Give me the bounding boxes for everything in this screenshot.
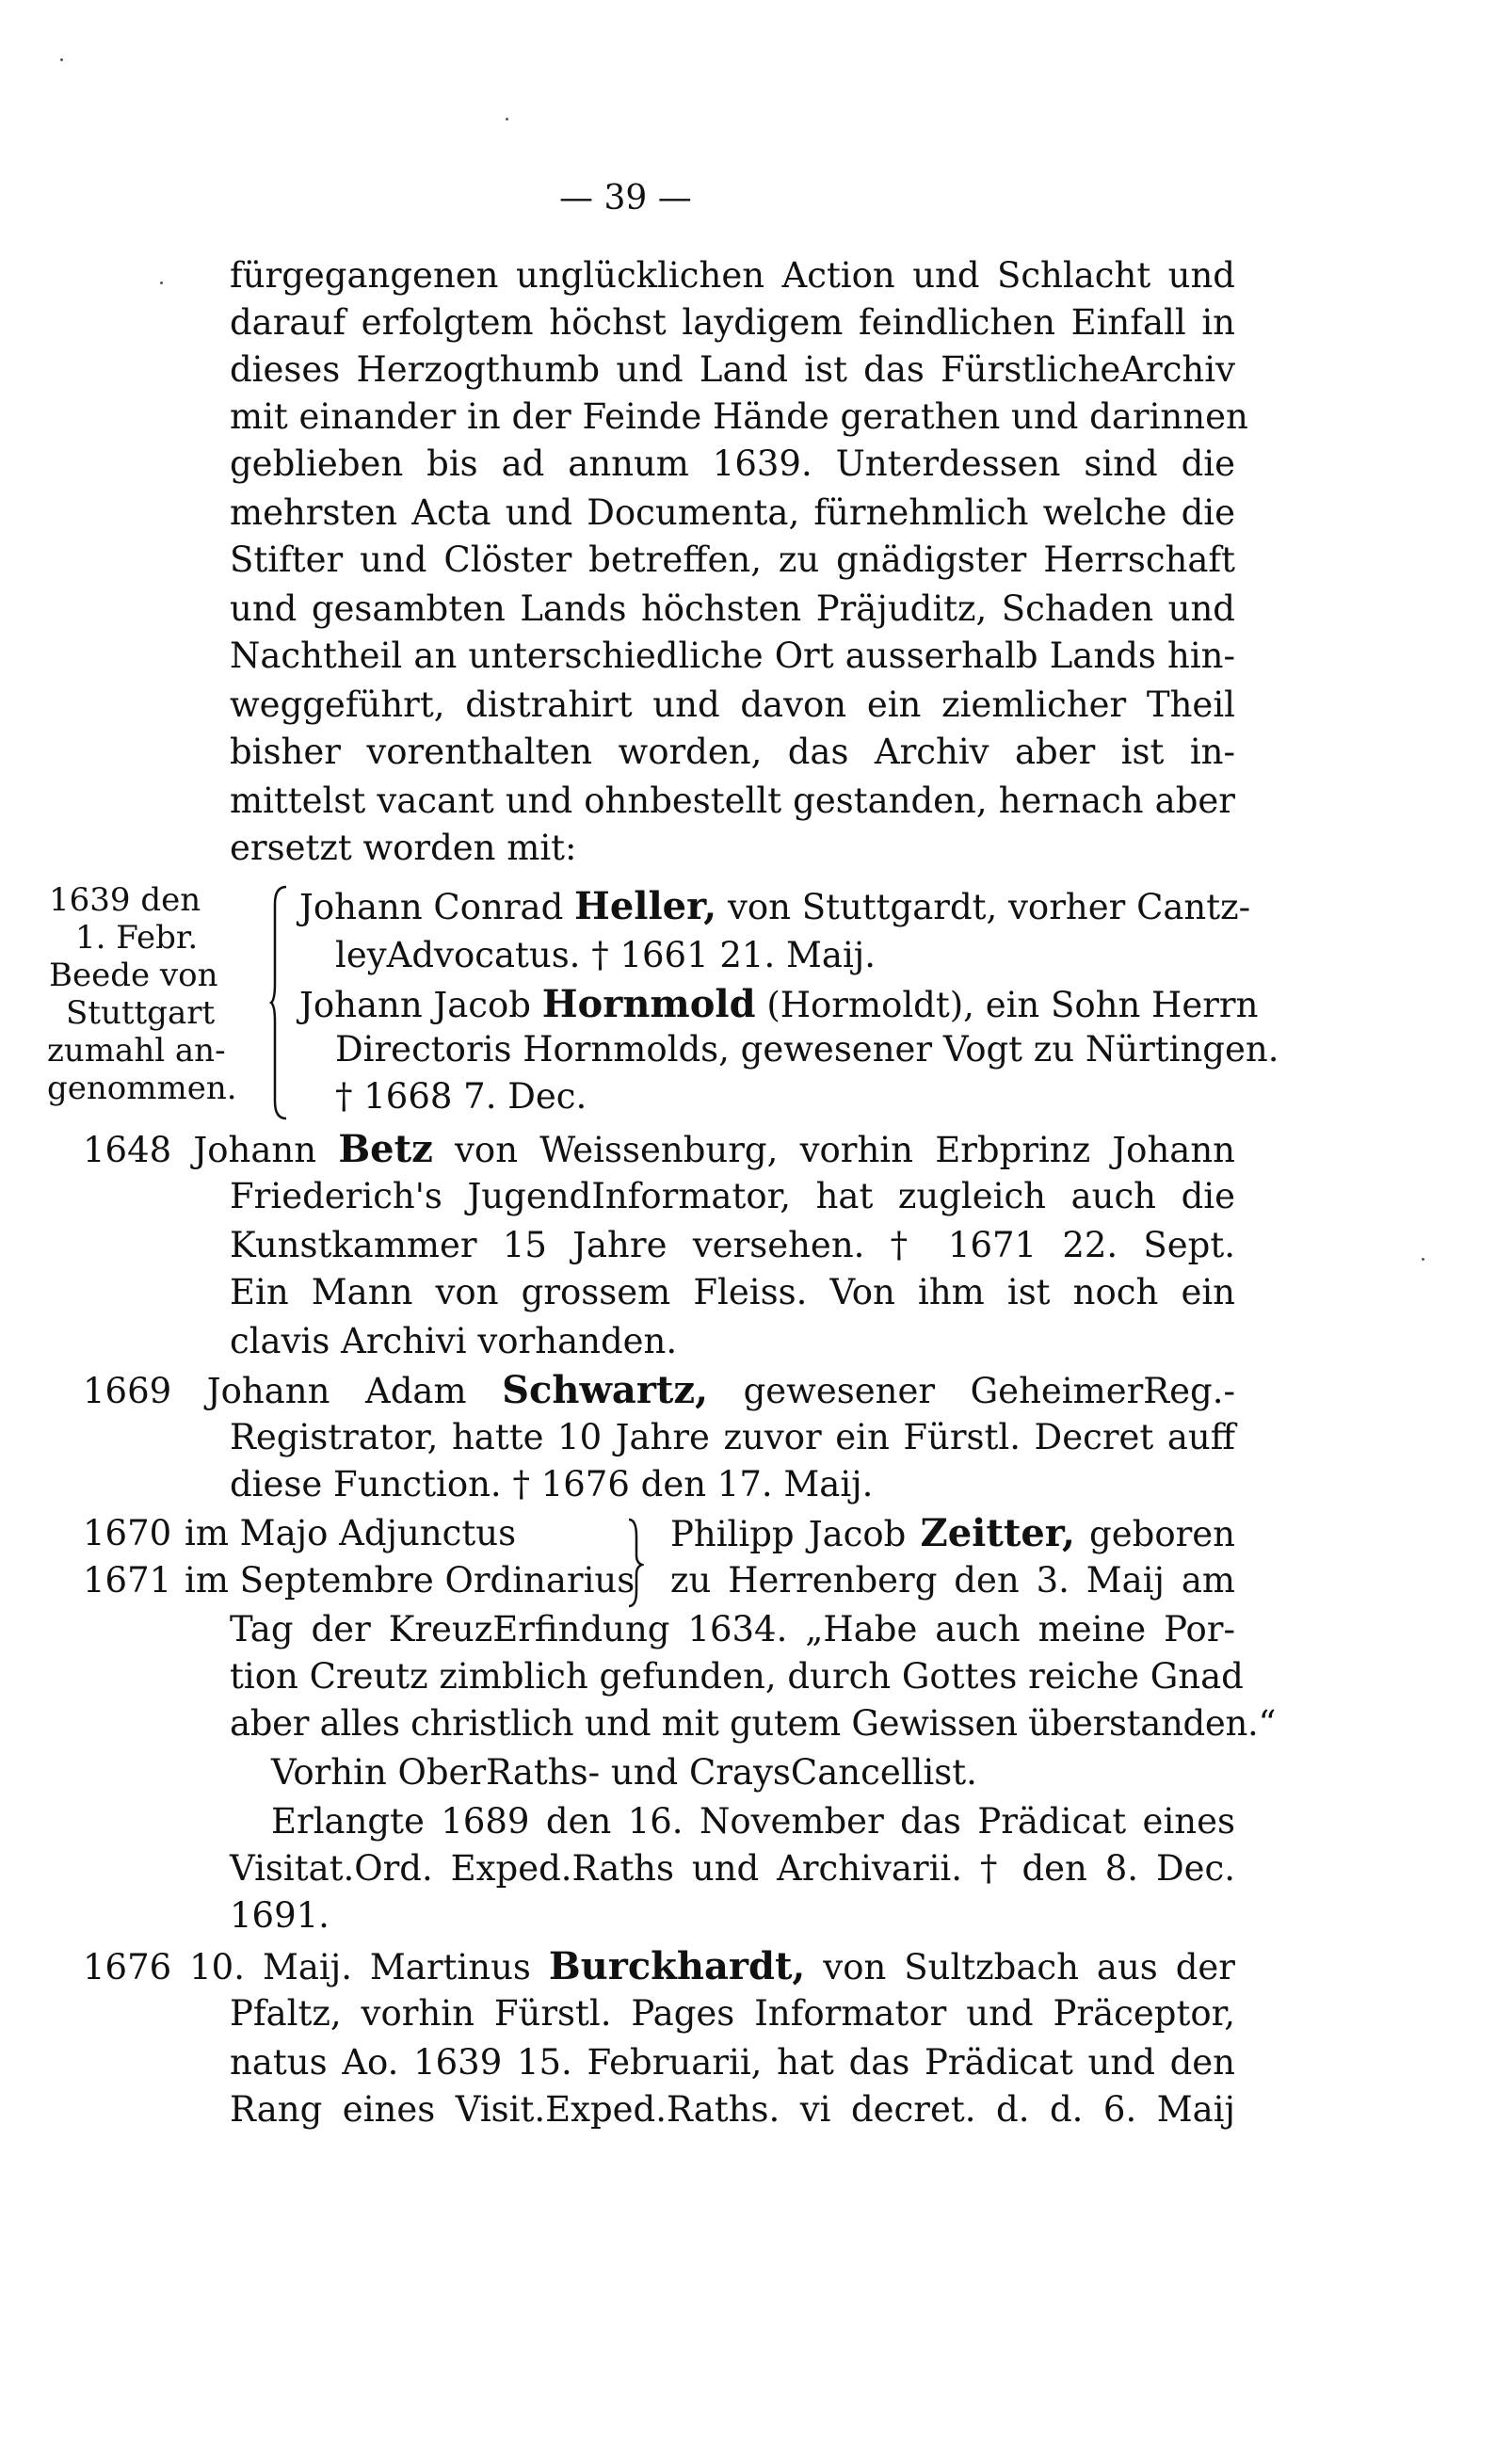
person-name-zeitter: Zeitter, bbox=[920, 1511, 1075, 1555]
person-name-schwartz: Schwartz, bbox=[502, 1368, 709, 1412]
entry-1676-line-1: 1676 10. Maij. Martinus Burckhardt, von Sultzbach aus der bbox=[83, 1944, 1235, 1988]
paragraph-line: Stifter und Clöster betreffen, zu gnädigster Herrschaft bbox=[230, 539, 1235, 580]
entry-1648-line: Friederich's JugendInformator, hat zugleich auch die bbox=[230, 1176, 1235, 1216]
person-name-hornmold: Hornmold bbox=[541, 982, 756, 1026]
entry-1669-line: Registrator, hatte 10 Jahre zuvor ein Fürstl. Decret auff bbox=[230, 1417, 1235, 1457]
margin-note-line: 1. Febr. bbox=[75, 919, 199, 957]
entry-1670-line-2: zu Herrenberg den 3. Maij am bbox=[670, 1560, 1235, 1601]
scan-speck bbox=[1422, 1258, 1424, 1261]
paragraph-line: dieses Herzogthumb und Land ist das FürstlicheArchiv bbox=[230, 349, 1235, 390]
paragraph-line: und gesambten Lands höchsten Präjuditz, Schaden und bbox=[230, 588, 1235, 629]
entry-1639-person-1-line-2: leyAdvocatus. † 1661 21. Maij. bbox=[335, 935, 877, 975]
paragraph-line: geblieben bis ad annum 1639. Unterdessen sind die bbox=[230, 443, 1235, 484]
entry-1648-line: Kunstkammer 15 Jahre versehen. † 1671 22. Sept. bbox=[230, 1225, 1235, 1265]
margin-note-line: Beede von bbox=[49, 957, 218, 994]
entry-1670-line: tion Creutz zimblich gefunden, durch Gottes reiche Gnad bbox=[230, 1656, 1244, 1697]
entry-1670-note-2-line: 1691. bbox=[230, 1895, 330, 1936]
paragraph-line: ersetzt worden mit: bbox=[230, 828, 577, 868]
paragraph-line: bisher vorenthalten worden, das Archiv aber ist in- bbox=[230, 732, 1235, 772]
entry-1670-note-2-line: Visitat.Ord. Exped.Raths und Archivarii. † den 8. Dec. bbox=[230, 1848, 1235, 1889]
entry-1676-line: Pfaltz, vorhin Fürstl. Pages Informator und Präceptor, bbox=[230, 1993, 1235, 2034]
entry-1670-line-1: Philipp Jacob Zeitter, geboren bbox=[670, 1511, 1236, 1555]
paragraph-line: Nachtheil an unterschiedliche Ort ausserhalb Lands hin- bbox=[230, 636, 1235, 676]
entry-1639-person-2-line-3: † 1668 7. Dec. bbox=[335, 1076, 587, 1117]
curly-brace-divider bbox=[269, 885, 290, 1120]
entry-1670-note-1: Vorhin OberRaths- und CraysCancellist. bbox=[271, 1752, 977, 1793]
entry-1670-note-2-line: Erlangte 1689 den 16. November das Prädicat eines bbox=[271, 1801, 1235, 1842]
margin-note-line: zumahl an- bbox=[47, 1032, 226, 1070]
entry-1676-line: Rang eines Visit.Exped.Raths. vi decret. d. d. 6. Maij bbox=[230, 2089, 1235, 2130]
entry-year: 1669 bbox=[83, 1371, 172, 1411]
paragraph-line: mehrsten Acta und Documenta, fürnehmlich welche die bbox=[230, 492, 1235, 533]
page-number: — 39 — bbox=[559, 179, 692, 217]
entry-1670-year-1: 1670 bbox=[83, 1513, 172, 1553]
entry-1669-line: diese Function. † 1676 den 17. Maij. bbox=[230, 1464, 874, 1505]
paragraph-line: mittelst vacant und ohnbestellt gestanden, hernach aber bbox=[230, 780, 1235, 821]
entry-1670-role-1: im Majo Adjunctus bbox=[185, 1513, 517, 1553]
person-name-burckhardt: Burckhardt, bbox=[548, 1944, 806, 1988]
entry-1648-line: Ein Mann von grossem Fleiss. Von ihm ist noch ein bbox=[230, 1272, 1235, 1312]
entry-1648-line-1: 1648 Johann Betz von Weissenburg, vorhin Erbprinz Johann bbox=[83, 1127, 1236, 1171]
paragraph-line: weggeführt, distrahirt und davon ein ziemlicher Theil bbox=[230, 684, 1235, 725]
entry-1676-line: natus Ao. 1639 15. Februarii, hat das Prädicat und den bbox=[230, 2042, 1235, 2083]
margin-note-line: Stuttgart bbox=[66, 994, 216, 1032]
entry-1639-person-2-line-1: Johann Jacob Hornmold (Hormoldt), ein Sohn Herrn bbox=[299, 982, 1259, 1026]
entry-year: 1648 bbox=[83, 1130, 172, 1170]
margin-note-line: 1639 den bbox=[49, 881, 201, 919]
entry-1670-role-2: im Septembre Ordinarius bbox=[185, 1560, 635, 1601]
curly-brace-divider bbox=[625, 1518, 644, 1608]
entry-1639-person-2-line-2: Directoris Hornmolds, gewesener Vogt zu Nürtingen. bbox=[335, 1029, 1279, 1070]
entry-1648-line: clavis Archivi vorhanden. bbox=[230, 1321, 678, 1361]
entry-1670-line: Tag der KreuzErfindung 1634. „Habe auch meine Por- bbox=[230, 1609, 1235, 1649]
paragraph-line: mit einander in der Feinde Hände gerathen und darinnen bbox=[230, 396, 1248, 437]
margin-note-line: genommen. bbox=[47, 1070, 237, 1107]
entry-year: 1676 bbox=[83, 1947, 172, 1987]
entry-1669-line-1: 1669 Johann Adam Schwartz, gewesener GeheimerReg.- bbox=[83, 1368, 1236, 1412]
entry-1670-year-2: 1671 bbox=[83, 1560, 172, 1601]
scan-speck bbox=[160, 282, 163, 284]
paragraph-line: darauf erfolgtem höchst laydigem feindlichen Einfall in bbox=[230, 302, 1235, 343]
person-name-betz: Betz bbox=[338, 1127, 433, 1171]
entry-1639-person-1-line-1: Johann Conrad Heller, von Stuttgardt, vorher Cantz- bbox=[299, 884, 1251, 928]
paragraph-line: fürgegangenen unglücklichen Action und Schlacht und bbox=[230, 255, 1235, 296]
person-name-heller: Heller, bbox=[574, 884, 717, 928]
scan-speck bbox=[506, 118, 508, 121]
scan-speck bbox=[60, 58, 63, 61]
entry-1670-line: aber alles christlich und mit gutem Gewissen überstanden.“ bbox=[230, 1703, 1277, 1744]
